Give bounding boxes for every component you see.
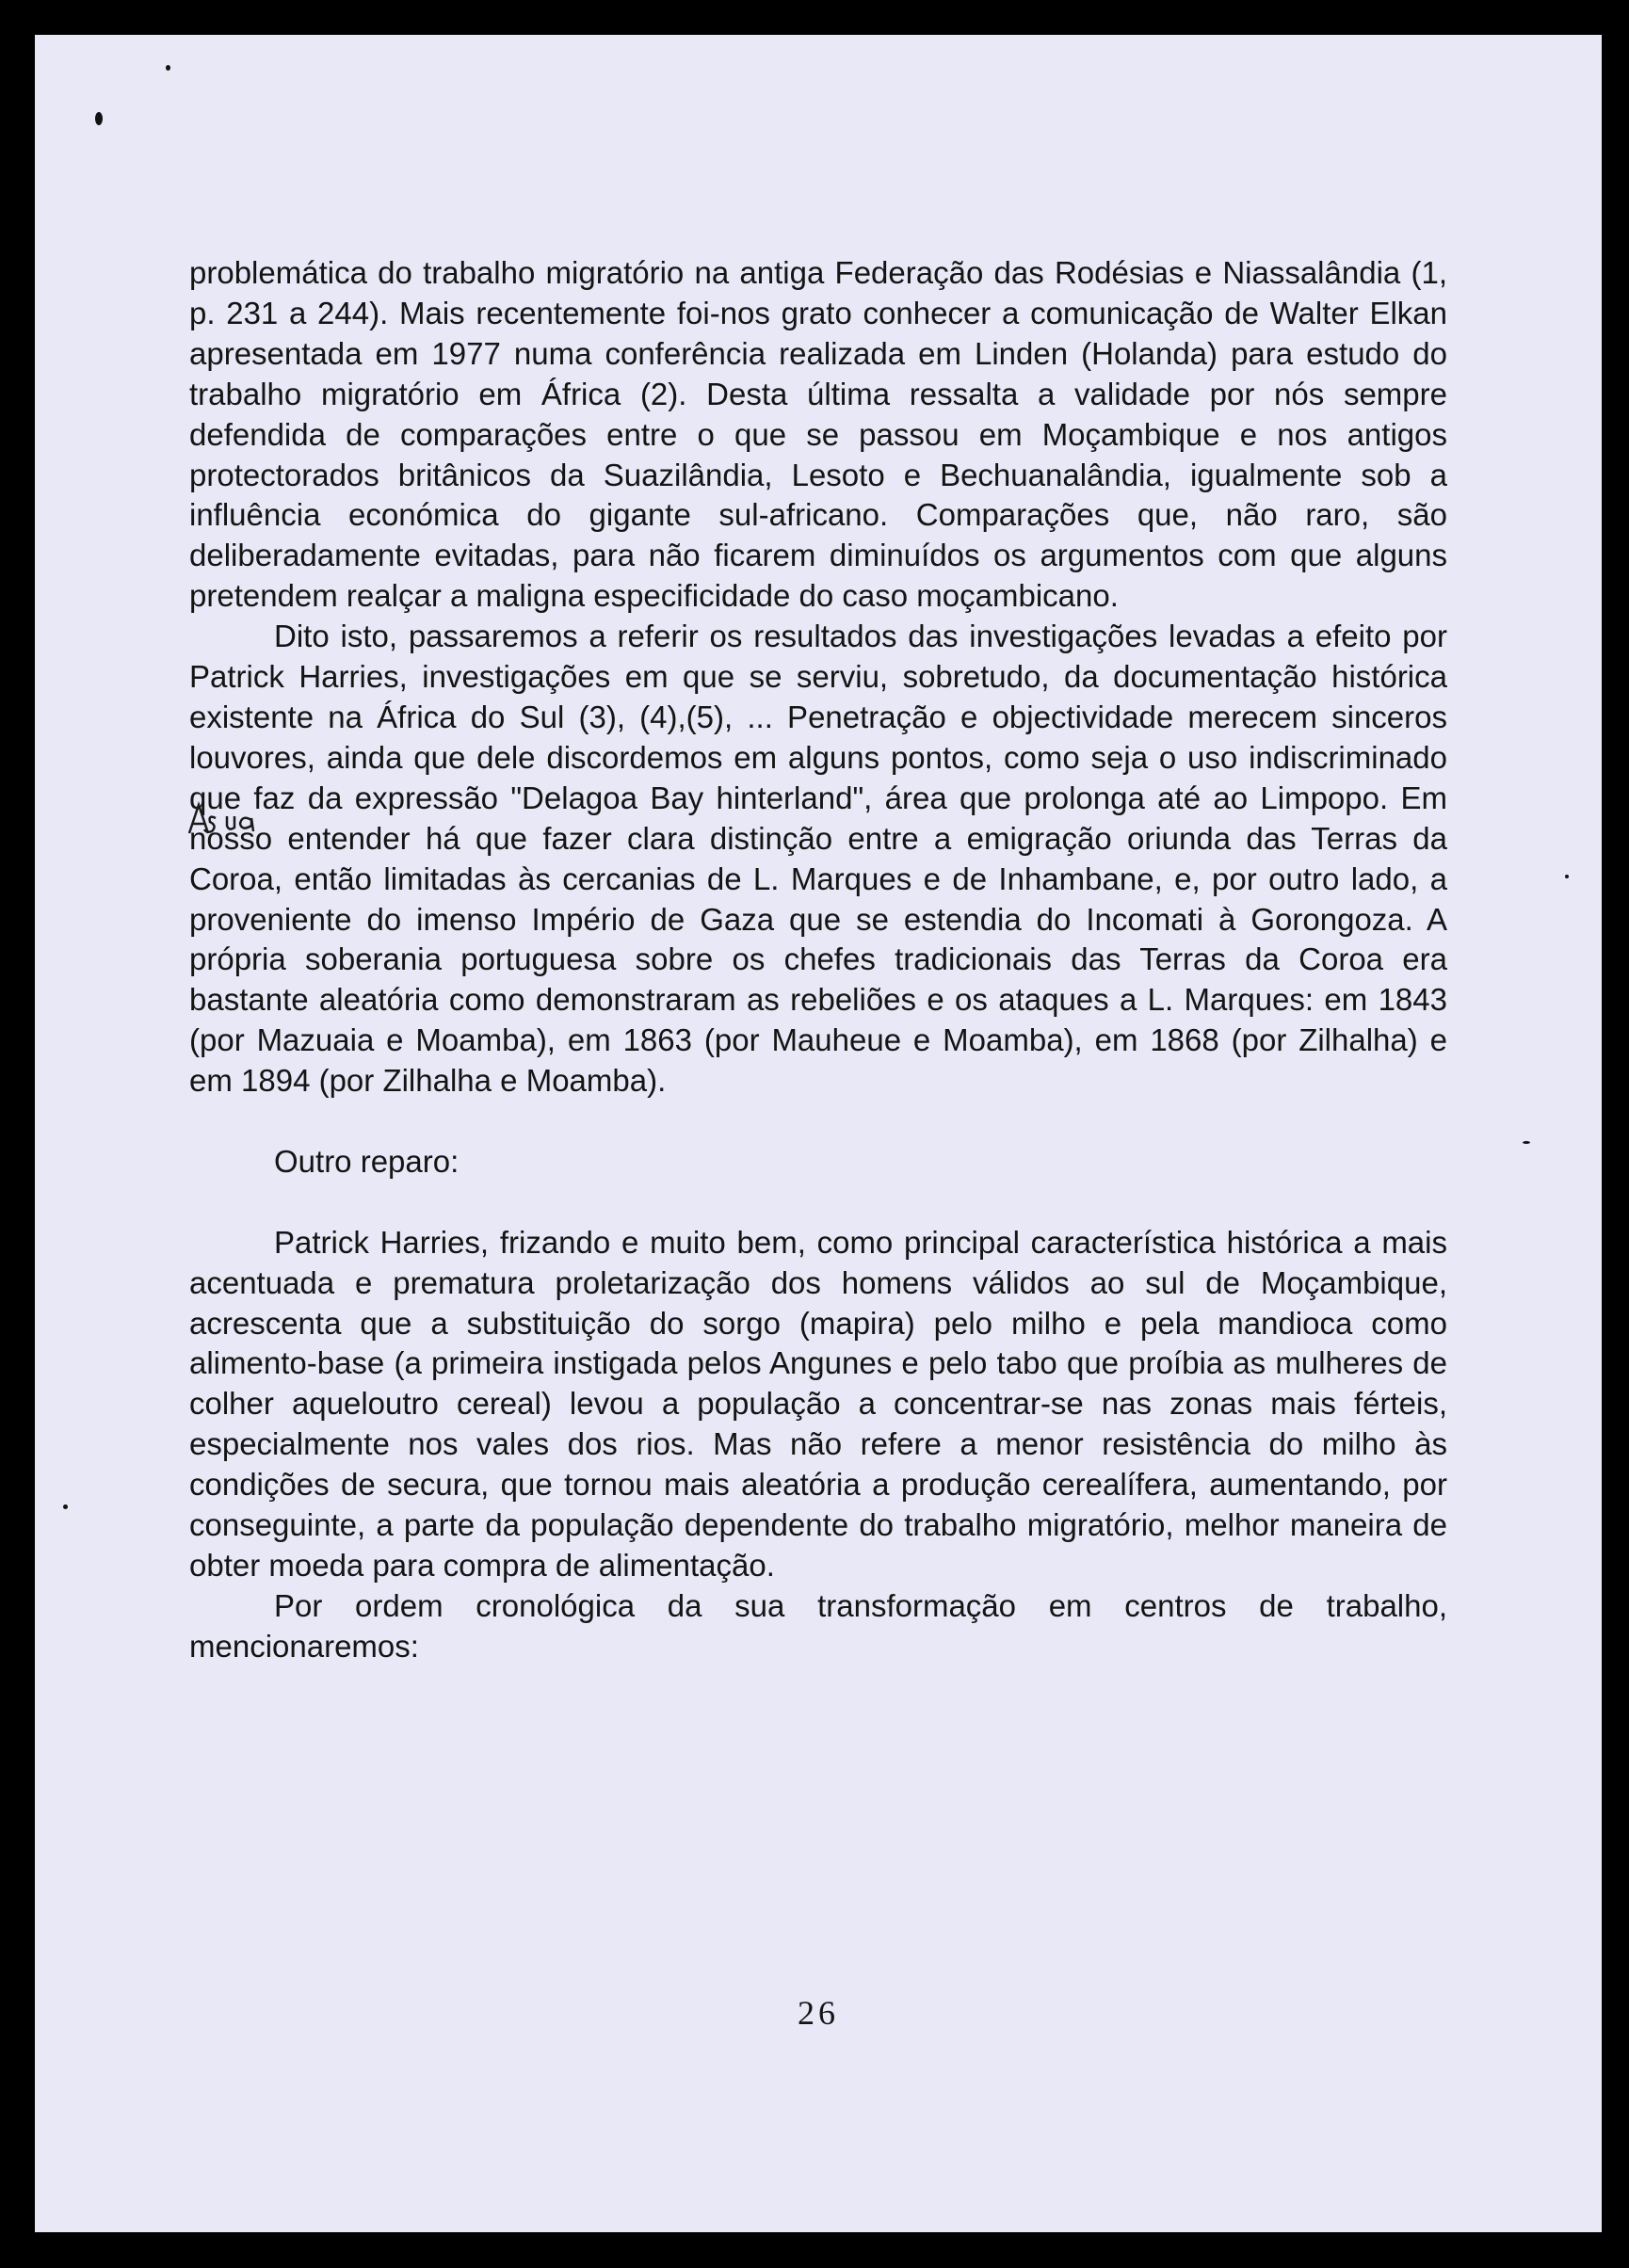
handwritten-annotation: [185, 796, 270, 843]
ink-speck: [166, 65, 170, 71]
paragraph-3: Patrick Harries, frizando e muito bem, como principal característica histórica a mais acentuada e prematura proletarização dos homens válidos ao sul de Moçambique, acrescenta que a substituição do sorgo (mapira) pelo milho e pela mandioca como alimento-base (a primeira instigada pelos Angunes e pelo tabo que proíbia as mulheres de colher aqueloutro cereal) levou a população a concentrar-se nas zonas mais férteis, especialmente nos vales dos rios. Mas não refere a menor resistência do milho às condições de secura, que tornou mais aleatória a produção cerealífera, aumentando, por conseguinte, a parte da população dependente do trabalho migratório, melhor maneira de obter moeda para compra de alimentação.: [189, 1224, 1447, 1583]
ink-speck: [63, 1504, 68, 1509]
blank-line: [189, 1102, 1447, 1142]
paragraph-4: Por ordem cronológica da sua transformação em centros de trabalho, mencionaremos:: [189, 1587, 1447, 1664]
body-text: [189, 253, 1447, 1667]
blank-line: [189, 1182, 1447, 1223]
ink-speck: [1565, 875, 1569, 878]
ink-speck: [1523, 1141, 1530, 1144]
page-number: 26: [798, 1994, 839, 2032]
section-heading: Outro reparo:: [274, 1143, 460, 1179]
document-page: [35, 35, 1602, 2232]
paragraph-2: Dito isto, passaremos a referir os resultados das investigações levadas a efeito por Patrick Harries, investigações em que se serviu, sobretudo, da documentação histórica existente na África do Sul (3), (4),(5), ... Penetração e objectividade merecem sinceros louvores, ainda que dele discordemos em alguns pontos, como seja o uso indiscriminado que faz da expressão "Delagoa Bay hinterland", área que prolonga até ao Limpopo. Em nosso entender há que fazer clara distinção entre a emigração oriunda das Terras da Coroa, então limitadas às cercanias de L. Marques e de Inhambane, e, por outro lado, a proveniente do imenso Império de Gaza que se estendia do Incomati à Gorongoza. A própria soberania portuguesa sobre os chefes tradicionais das Terras da Coroa era bastante aleatória como demonstraram as rebeliões e os ataques a L. Marques: em 1843 (por Mazuaia e Moamba), em 1863 (por Mauheue e Moamba), em 1868 (por Zilhalha) e em 1894 (por Zilhalha e Moamba).: [189, 619, 1447, 1099]
ink-speck: [95, 112, 103, 125]
paragraph-1: problemática do trabalho migratório na antiga Federação das Rodésias e Niassalândia (1, p. 231 a 244). Mais recentemente foi-nos grato conhecer a comunicação de Walter Elkan apresentada em 1977 numa conferência realizada em Linden (Holanda) para estudo do trabalho migratório em África (2). Desta última ressalta a validade por nós sempre defendida de comparações entre o que se passou em Moçambique e nos antigos protectorados britânicos da Suazilândia, Lesoto e Bechuanalândia, igualmente sob a influência económica do gigante sul-africano. Comparações que, não raro, são deliberadamente evitadas, para não ficarem diminuídos os argumentos com que alguns pretendem realçar a maligna especificidade do caso moçambicano.: [189, 255, 1447, 614]
